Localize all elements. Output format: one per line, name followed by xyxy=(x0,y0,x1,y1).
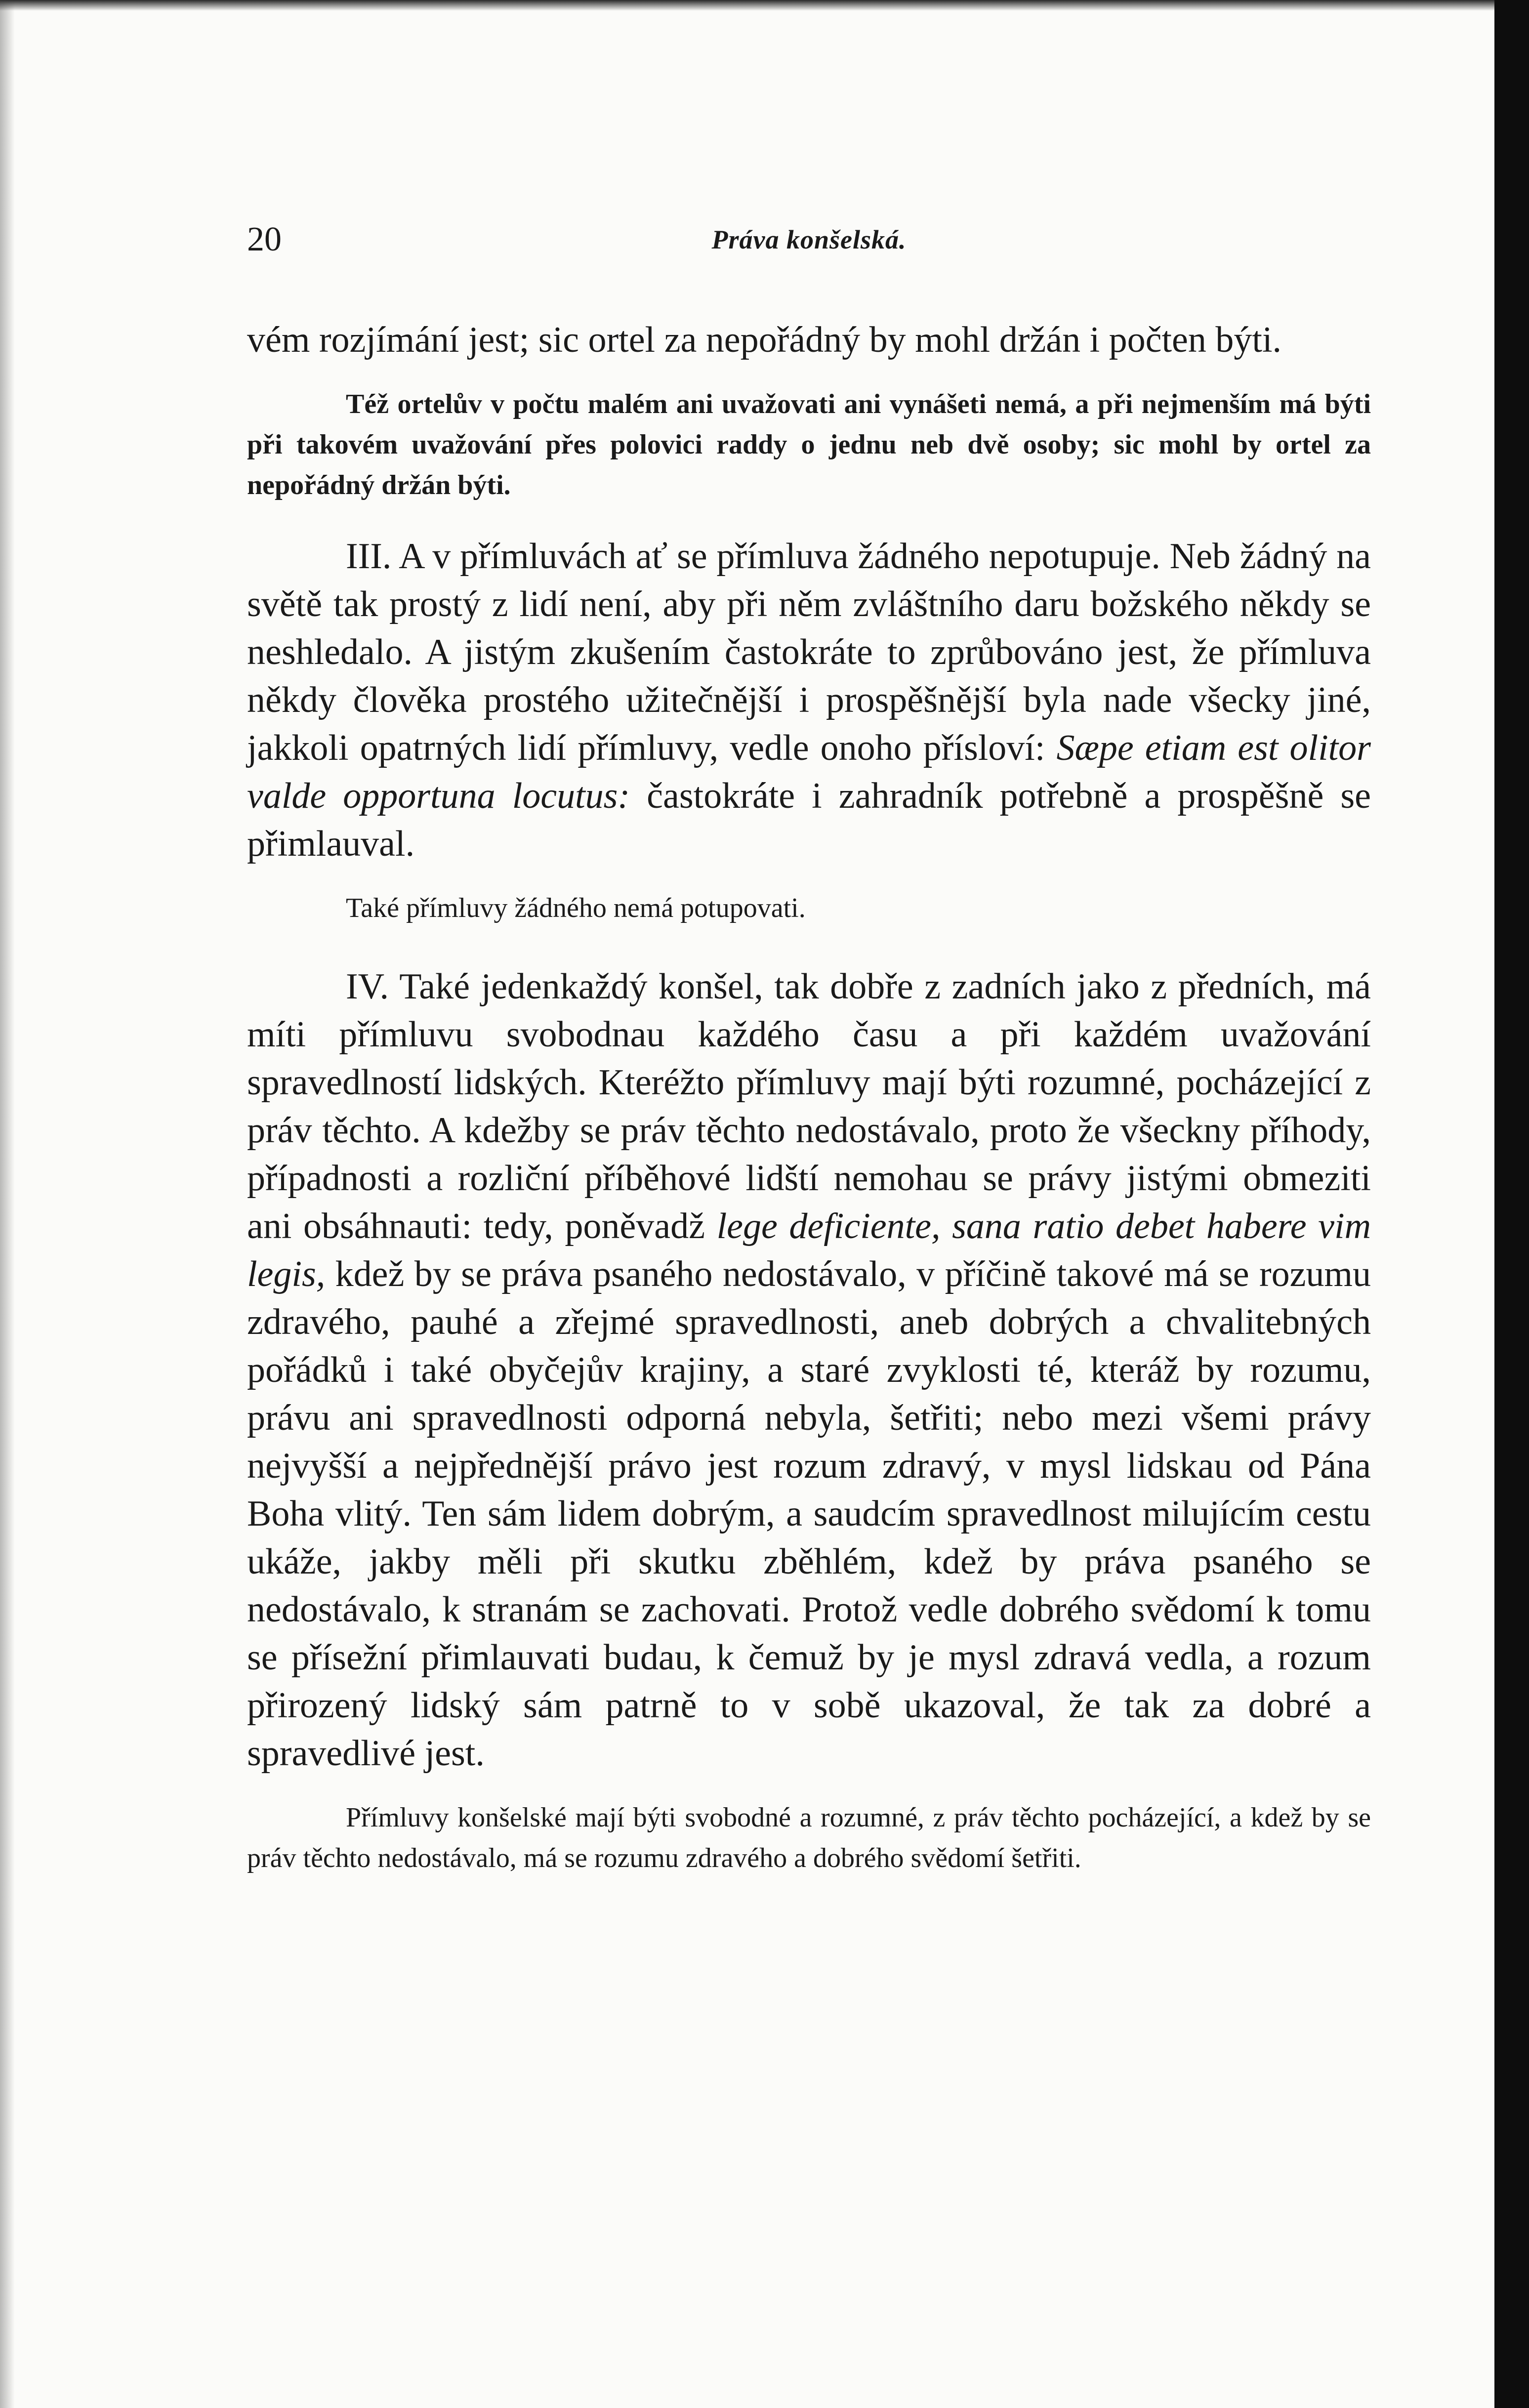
page-content xyxy=(247,212,1371,1878)
running-title: Práva konšelská. xyxy=(711,225,907,254)
marginal-note-1: Též ortelův v počtu malém ani uvažovati ani vynášeti nemá, a při nejmenším má býti při takovém uvažování přes polovici raddy o jednu neb dvě osoby; sic mohl by ortel za nepořádný držán býti. xyxy=(247,389,1371,500)
scan-right-edge xyxy=(1494,0,1529,2408)
paragraph-III-latin-quote: Sæpe etiam est olitor valde opportuna locutus: xyxy=(247,728,1371,816)
paragraph-III xyxy=(247,533,1371,868)
paragraph-IV xyxy=(247,963,1371,1778)
running-head xyxy=(247,212,1371,272)
scan-top-edge xyxy=(0,0,1529,11)
paragraph-III-text-a: III. A v přímluvách ať se přímluva žádného nepotupuje. Neb žádný na světě tak prostý z lidí není, aby při něm zvláštního daru božského někdy se neshledalo. A jistým zkušením častokráte to zprůbováno jest, že přímluva někdy člověka prostého užitečnější i prospěšnější byla nade všecky jiné, jakkoli opatrných lidí přímluvy, vedle onoho přísloví: xyxy=(247,536,1371,768)
paragraph-IV-latin-quote: lege deficiente, sana ratio debet habere vim legis, xyxy=(247,1206,1371,1294)
marginal-note-3: Přímluvy konšelské mají býti svobodné a rozumné, z práv těchto pocházející, a kdež by se práv těchto nedostávalo, má se rozumu zdravého a dobrého svědomí šetřiti. xyxy=(247,1802,1371,1873)
paragraph-continuation: vém rozjímání jest; sic ortel za nepořádný by mohl držán i počten býti. xyxy=(247,320,1282,360)
page-number: 20 xyxy=(247,220,282,258)
paragraph-IV-text-a: IV. Také jedenkaždý konšel, tak dobře z zadních jako z předních, má míti přímluvu svobodnau každého času a při každém uvažování spravedlností lidských. Kteréžto přímluvy mají býti rozumné, pocházející z práv těchto. A kdežby se práv těchto nedostávalo, proto že všeckny příhody, případnosti a rozliční příběhové lidští nemohau se právy jistými obmeziti ani obsáhnauti: tedy, poněvadž xyxy=(247,966,1371,1246)
scan-left-edge xyxy=(0,0,15,2408)
marginal-note-2: Také přímluvy žádného nemá potupovati. xyxy=(346,893,806,923)
paragraph-III-text-b: častokráte i zahradník potřebně a prospěšně se přimlauval. xyxy=(247,776,1371,864)
paragraph-IV-text-b: kdež by se práva psaného nedostávalo, v příčině takové má se rozumu zdravého, pauhé a zřejmé spravedlnosti, aneb dobrých a chvalitebných pořádků i také obyčejův krajiny, a staré zvyklosti té, kteráž by rozumu, právu ani spravedlnosti odporná nebyla, šetřiti; nebo mezi všemi právy nejvyšší a nejpřednější právo jest rozum zdravý, v mysl lidskau od Pána Boha vlitý. Ten sám lidem dobrým, a saudcím spravedlnost milujícím cestu ukáže, jakby měli při skutku zběhlém, kdež by práva psaného se nedostávalo, k stranám se zachovati. Protož vedle dobrého svědomí k tomu se přísežní přimlauvati budau, k čemuž by je mysl zdravá vedla, a rozum přirozený lidský sám patrně to v sobě ukazoval, že tak za dobré a spravedlivé jest. xyxy=(247,1254,1371,1774)
